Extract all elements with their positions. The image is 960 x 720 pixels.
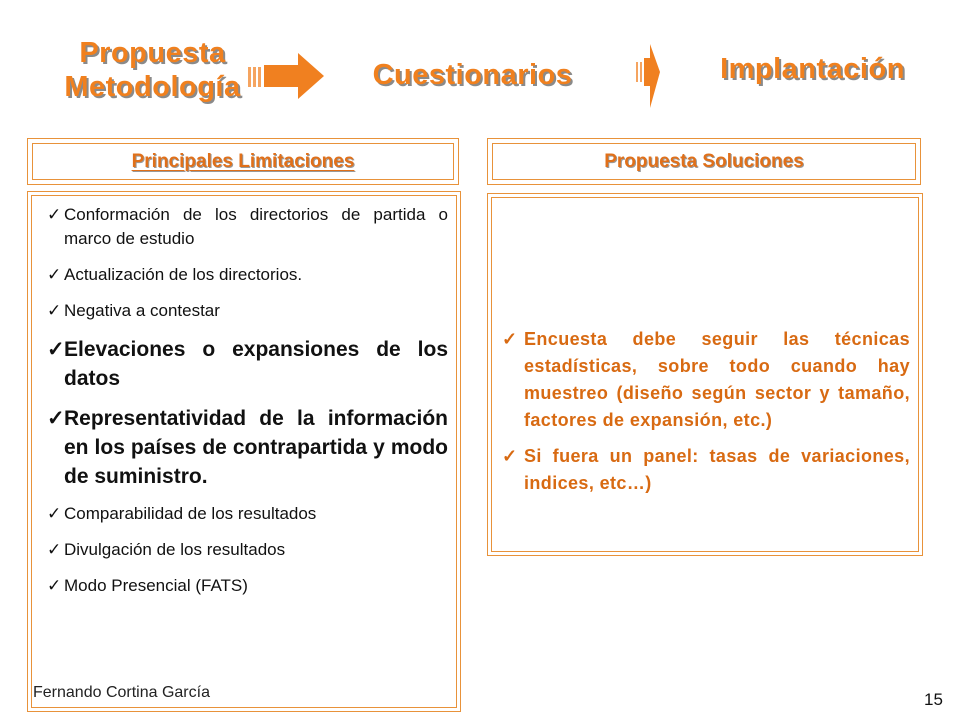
check-icon: ✓ [47,576,62,595]
check-icon: ✓ [47,205,62,224]
limitation-item: ✓ Actualización de los directorios. [48,263,448,287]
limitations-header-box [27,138,459,185]
check-icon: ✓ [502,329,518,349]
limitation-item: ✓ Representatividad de la información en los países de contrapartida y modo de suministro. [48,404,448,491]
check-icon: ✓ [502,446,518,466]
limitations-list [48,203,448,610]
arrow-right-icon [248,50,328,102]
solutions-header-box [487,138,921,185]
solutions-list [502,326,910,506]
limitations-header: Principales Limitaciones [32,143,454,180]
check-icon: ✓ [47,407,65,430]
author-name: Fernando Cortina García [33,684,210,701]
limitation-item: ✓ Divulgación de los resultados [48,538,448,562]
arrow-right-icon [636,44,666,108]
limitation-item: ✓ Modo Presencial (FATS) [48,574,448,598]
check-icon: ✓ [47,265,62,284]
limitation-item: ✓ Elevaciones o expansiones de los datos [48,335,448,393]
check-icon: ✓ [47,540,62,559]
step-title-cuestionarios: Cuestionarios [372,59,573,91]
solutions-header: Propuesta Soluciones [492,143,916,180]
limitation-item: ✓ Comparabilidad de los resultados [48,502,448,526]
limitation-item: ✓ Negativa a contestar [48,299,448,323]
check-icon: ✓ [47,338,65,361]
solution-item: ✓ Si fuera un panel: tasas de variaciones, indices, etc…) [505,443,910,497]
check-icon: ✓ [47,301,62,320]
solution-item: ✓ Encuesta debe seguir las técnicas estadísticas, sobre todo cuando hay muestreo (diseño según sector y tamaño, factores de expansión, etc.) [505,326,910,434]
page-number: 15 [924,690,943,709]
step-title-propuesta-metodologia: Propuesta Metodología [64,37,241,103]
limitation-item: ✓ Conformación de los directorios de partida o marco de estudio [47,205,448,248]
check-icon: ✓ [47,504,62,523]
step-title-implantacion: Implantación [720,53,905,85]
